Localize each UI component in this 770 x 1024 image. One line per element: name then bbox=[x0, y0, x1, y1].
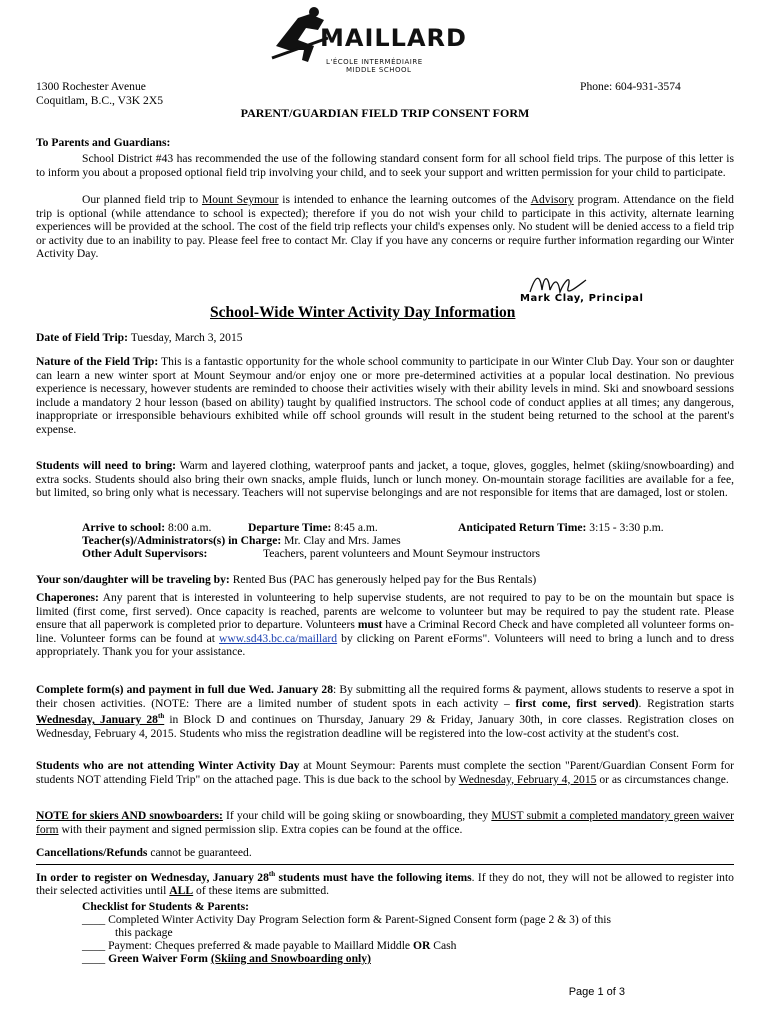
departure-label: Departure Time: bbox=[248, 521, 332, 534]
logo-subtitle bbox=[326, 58, 423, 74]
logo-sub-line1: L'ÉCOLE INTERMÉDIAIRE bbox=[326, 58, 423, 66]
bring-paragraph bbox=[36, 459, 734, 500]
travel-line bbox=[36, 573, 536, 587]
complete-text-a: : By submitting all the required forms & payment, allows students to reserve a spot in their chosen activities. (NOTE: There are a limited number of student spots in each activity – bbox=[36, 683, 735, 710]
chaperones-text-c: by clicking on Parent eForms". Volunteers will need to bring a lunch and to dress appropriately. Thank you for your assistance. bbox=[36, 631, 734, 659]
not-attending-label: Students who are not attending Winter Activity Day bbox=[36, 759, 300, 772]
chaperones-paragraph bbox=[36, 591, 734, 659]
logo-sub-line2: MIDDLE SCHOOL bbox=[346, 66, 412, 74]
register-text-a: In order to register on Wednesday, January 28 bbox=[36, 870, 269, 884]
arrive-time bbox=[82, 521, 211, 535]
checklist-item-3 bbox=[82, 952, 371, 966]
cancellations-line bbox=[36, 846, 252, 860]
logo-name: MAILLARD bbox=[320, 24, 467, 52]
supervisors-value: Teachers, parent volunteers and Mount Seymour instructors bbox=[263, 547, 541, 560]
trip-program: Advisory bbox=[530, 193, 574, 206]
checklist-item-2-blank[interactable]: ____ bbox=[82, 939, 106, 952]
chaperones-label: Chaperones: bbox=[36, 591, 99, 604]
departure-value: 8:45 a.m. bbox=[331, 521, 378, 534]
register-text-d: of these items are submitted. bbox=[193, 884, 330, 898]
note-label: NOTE for skiers AND snowboarders: bbox=[36, 809, 223, 822]
school-phone: Phone: 604-931-3574 bbox=[580, 80, 681, 93]
checklist-item-2-text-b: Cash bbox=[430, 939, 457, 952]
register-text-b: students must have the following items bbox=[275, 870, 472, 884]
complete-start-date bbox=[36, 713, 164, 726]
address-line-2: Coquitlam, B.C., V3K 2X5 bbox=[36, 93, 164, 107]
chaperones-text-a: Any parent that is interested in volunteering to help supervise students, are not required to pay to be on the mountain but space is limited (first come, first served). Once capacity is reached, parents are welcome to volunteer but may be required to pay the student rate. Please ensure that all paperwork is completed prior to departure. Volunteers bbox=[36, 591, 734, 632]
teachers-value: Mr. Clay and Mrs. James bbox=[281, 534, 401, 547]
arrive-value: 8:00 a.m. bbox=[165, 521, 212, 534]
checklist-item-2 bbox=[82, 939, 456, 953]
return-label: Anticipated Return Time: bbox=[458, 521, 587, 534]
form-title: PARENT/GUARDIAN FIELD TRIP CONSENT FORM bbox=[240, 106, 530, 120]
address-line-1: 1300 Rochester Avenue bbox=[36, 80, 146, 93]
nature-label: Nature of the Field Trip: bbox=[36, 355, 159, 368]
checklist-title: Checklist for Students & Parents: bbox=[82, 900, 250, 913]
checklist-item-2-or: OR bbox=[412, 939, 431, 952]
not-attending-text-b: or as circumstances change. bbox=[596, 772, 729, 786]
trip-text-b: is intended to enhance the learning outcomes of the bbox=[278, 193, 531, 206]
nature-paragraph bbox=[36, 355, 734, 437]
cancellations-label: Cancellations/Refunds bbox=[36, 846, 148, 859]
checklist-item-3-label: Green Waiver Form bbox=[105, 952, 208, 965]
checklist-item-2-text-a: Payment: Cheques preferred & made payable to Maillard Middle bbox=[105, 939, 413, 952]
note-text-a: If your child will be going skiing or snowboarding, they bbox=[222, 809, 492, 822]
trip-text-c: program. Attendance on the field trip is optional (while attendance to school is expected); therefore if you do not wish your child to participate in this activity, alternate learning experiences will be provided at the school. The cost of the field trip reflects your child's expenses only. No student will be denied access to a field trip or activity due to an inability to pay. Please feel free to contact Mr. Clay if you have any concerns or require further information regarding our Winter Activity Day. bbox=[36, 193, 734, 261]
departure-time bbox=[248, 521, 378, 535]
waiver-note-paragraph bbox=[36, 809, 734, 836]
not-attending-paragraph bbox=[36, 759, 734, 786]
volunteer-forms-link[interactable]: www.sd43.bc.ca/maillard bbox=[219, 631, 338, 645]
checklist-item-1-blank[interactable]: ____ bbox=[82, 913, 106, 926]
register-text-c: . If they do not, they will not be allowed to register into their selected activities until bbox=[36, 870, 734, 898]
page-number: Page 1 of 3 bbox=[568, 986, 625, 998]
checklist-item-3-blank[interactable]: ____ bbox=[82, 952, 106, 965]
trip-date bbox=[36, 331, 243, 345]
trip-destination: Mount Seymour bbox=[201, 193, 279, 206]
bring-text: Warm and layered clothing, waterproof pants and jacket, a toque, gloves, goggles, helmet (skiing/snowboarding) and extra socks. Students should also bring their own snacks, ample fluids, lunch or lunch money. On-mountain storage facilities are available for a fee, but limited, so bring only what is necessary. Teachers will not supervise belongings and are not responsible for items that are damaged, lost or stolen. bbox=[36, 459, 734, 500]
checklist-item-1 bbox=[82, 913, 734, 927]
complete-text-b: . Registration starts bbox=[638, 696, 734, 710]
principal-signature: Mark Clay, Principal bbox=[520, 293, 644, 304]
supervisors-label: Other Adult Supervisors: bbox=[82, 547, 208, 560]
nature-text: This is a fantastic opportunity for the whole school community to participate in our Winter Club Day. Your son or daughter can learn a new winter sport at Mount Seymour and/or enjoy one or more pre-determined activities at a popular local destination. No previous experience is necessary, however students are reminded to choose their activities wisely with their ability levels in mind. Ski and snowboard sessions include a mandatory 2 hour lesson (based on ability) taught by qualified instructors. The school code of conduct applies at all times; any dangerous, inappropriate or irresponsible behaviours exhibited while off school grounds will result in the student being returned to the school at the parent's expense. bbox=[36, 355, 734, 436]
intro-paragraph: School District #43 has recommended the use of the following standard consent form for all school field trips. The purpose of this letter is to inform you about a proposed optional field trip involving your child, and to seek your support and written permission for your child to participate. bbox=[36, 152, 734, 179]
note-must: MUST submit a completed mandatory green waiver form bbox=[36, 809, 734, 836]
school-logo bbox=[268, 2, 508, 76]
trip-date-label: Date of Field Trip: bbox=[36, 331, 128, 344]
bring-label: Students will need to bring: bbox=[36, 459, 177, 472]
complete-start-text: Wednesday, January 28 bbox=[36, 713, 158, 727]
teachers-in-charge bbox=[82, 534, 401, 548]
salutation: To Parents and Guardians: bbox=[36, 136, 171, 149]
trip-paragraph bbox=[36, 193, 734, 261]
trip-date-value: Tuesday, March 3, 2015 bbox=[128, 331, 243, 344]
register-all: ALL bbox=[169, 884, 194, 898]
chaperones-text-b: have a Criminal Record Check and have completed all volunteer forms on-line. Volunteer forms can be found at bbox=[36, 618, 735, 645]
trip-text-a: Our planned field trip to bbox=[82, 193, 202, 206]
checklist-item-1-text: Completed Winter Activity Day Program Selection form & Parent-Signed Consent form (page 2 & 3) of this bbox=[105, 913, 611, 926]
school-address bbox=[36, 80, 163, 107]
section-divider bbox=[36, 864, 734, 865]
chaperones-must: must bbox=[357, 618, 383, 632]
travel-label: Your son/daughter will be traveling by: bbox=[36, 573, 230, 586]
info-heading: School-Wide Winter Activity Day Information bbox=[210, 304, 516, 321]
register-paragraph bbox=[36, 868, 734, 898]
complete-text-c: in Block D and continues on Thursday, January 29 & Friday, January 30th, in core classes. Registration closes on Wednesday, February 4, 2015. Students who miss the registration deadline will be registered into the low-cost activity at the student's cost. bbox=[36, 713, 735, 740]
register-suffix: th bbox=[268, 870, 276, 878]
checklist-item-3-note: (Skiing and Snowboarding only) bbox=[210, 952, 371, 965]
checklist-item-1-cont: this package bbox=[115, 926, 173, 939]
return-time bbox=[458, 521, 664, 535]
return-value: 3:15 - 3:30 p.m. bbox=[586, 521, 664, 534]
complete-start-suffix: th bbox=[157, 712, 165, 721]
cancellations-text: cannot be guaranteed. bbox=[147, 846, 252, 859]
note-text-b: with their payment and signed permission slip. Extra copies can be found at the office. bbox=[58, 822, 463, 836]
complete-label: Complete form(s) and payment in full due Wed. January 28 bbox=[36, 683, 333, 696]
not-attending-date: Wednesday, February 4, 2015 bbox=[458, 772, 597, 786]
teachers-label: Teacher(s)/Administrators(s) in Charge: bbox=[82, 534, 282, 547]
not-attending-text-a: at Mount Seymour: Parents must complete the section "Parent/Guardian Consent Form for students NOT attending Field Trip" on the attached page. This is due back to the school by bbox=[36, 759, 734, 786]
arrive-label: Arrive to school: bbox=[82, 521, 166, 534]
travel-value: Rented Bus (PAC has generously helped pay for the Bus Rentals) bbox=[229, 573, 537, 586]
complete-forms-paragraph bbox=[36, 683, 734, 740]
complete-first-come: first come, first served) bbox=[515, 696, 639, 710]
